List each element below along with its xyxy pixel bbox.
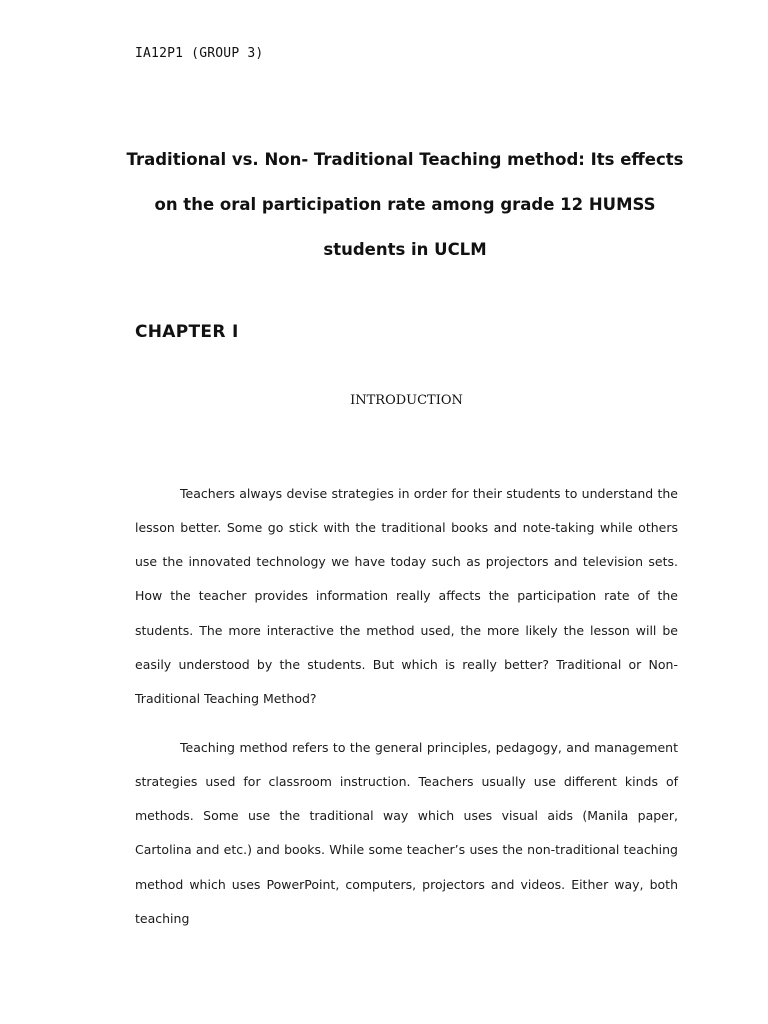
title-line-1: Traditional vs. Non- Traditional Teaching method: Its effects xyxy=(126,150,684,169)
document-title xyxy=(120,137,690,272)
group-header: IA12P1 (GROUP 3) xyxy=(135,46,264,61)
title-line-3: students in UCLM xyxy=(323,240,487,259)
section-heading: INTRODUCTION xyxy=(350,393,463,408)
body-paragraph-1: Teachers always devise strategies in order for their students to understand the lesson better. Some go stick with the traditional books and note-taking while others use the innovated technology we have today such as projectors and television sets. How the teacher provides information really affects the participation rate of the students. The more interactive the method used, the more likely the lesson will be easily understood by the students. But which is really better? Traditional or Non-Traditional Teaching Method? xyxy=(135,485,678,707)
title-line-2: on the oral participation rate among grade 12 HUMSS xyxy=(154,195,656,214)
chapter-heading: CHAPTER I xyxy=(135,322,239,342)
body-paragraph-2: Teaching method refers to the general principles, pedagogy, and management strategies used for classroom instruction. Teachers usually use different kinds of methods. Some use the traditional way which uses visual aids (Manila paper, Cartolina and etc.) and books. While some teacher’s uses the non-traditional teaching method which uses PowerPoint, computers, projectors and videos. Either way, both teaching xyxy=(135,739,678,926)
